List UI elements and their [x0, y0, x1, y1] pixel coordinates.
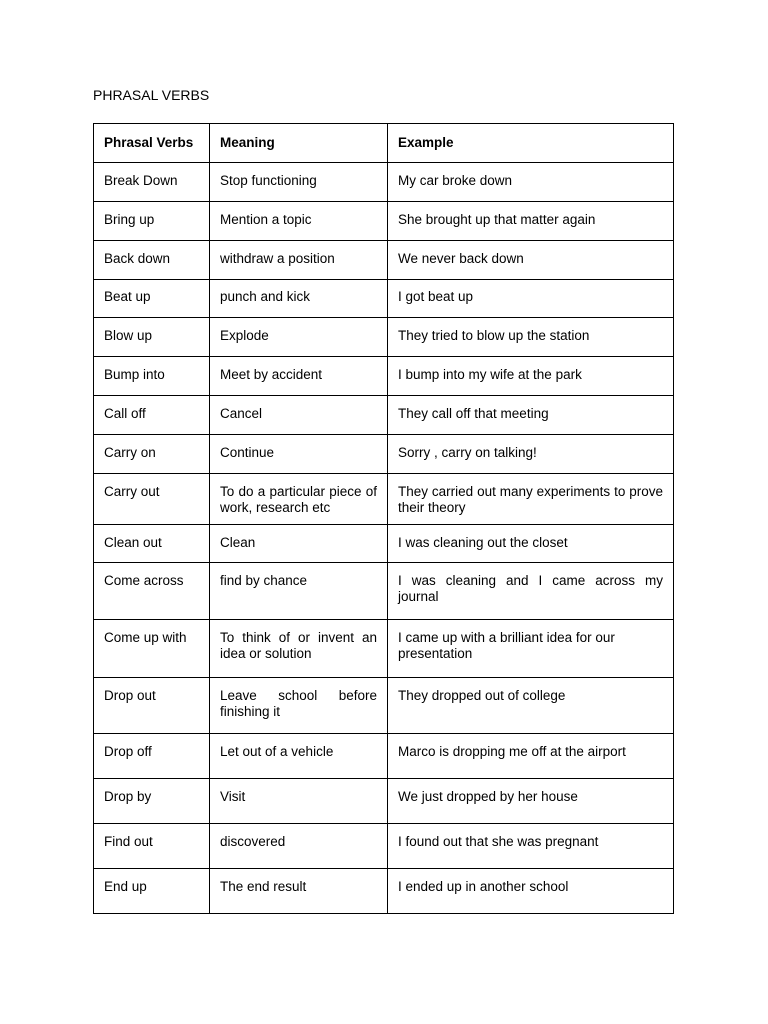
- cell-meaning: discovered: [210, 824, 388, 869]
- cell-meaning: Let out of a vehicle: [210, 734, 388, 779]
- table-row: [94, 474, 674, 525]
- header-meaning: Meaning: [210, 124, 388, 163]
- cell-example: I found out that she was pregnant: [388, 824, 674, 869]
- cell-example: I bump into my wife at the park: [388, 357, 674, 396]
- cell-example: We never back down: [388, 241, 674, 280]
- cell-phrasal-verb: Find out: [94, 824, 210, 869]
- page-title: PHRASAL VERBS: [93, 87, 210, 103]
- cell-meaning: withdraw a position: [210, 241, 388, 280]
- table-row: [94, 869, 674, 914]
- cell-meaning: punch and kick: [210, 280, 388, 318]
- cell-phrasal-verb: Carry on: [94, 435, 210, 474]
- table-row: [94, 163, 674, 202]
- cell-meaning: To think of or invent an idea or solution: [210, 620, 388, 678]
- cell-phrasal-verb: Break Down: [94, 163, 210, 202]
- table-row: [94, 396, 674, 435]
- cell-meaning: find by chance: [210, 563, 388, 620]
- cell-meaning: Cancel: [210, 396, 388, 435]
- cell-phrasal-verb: End up: [94, 869, 210, 914]
- table-header-row: [94, 124, 674, 163]
- table-row: [94, 734, 674, 779]
- cell-meaning: Meet by accident: [210, 357, 388, 396]
- table-row: [94, 525, 674, 563]
- phrasal-verbs-table: [93, 123, 674, 914]
- header-phrasal-verbs: Phrasal Verbs: [94, 124, 210, 163]
- cell-example: I was cleaning and I came across my journal: [388, 563, 674, 620]
- cell-meaning: Continue: [210, 435, 388, 474]
- cell-phrasal-verb: Beat up: [94, 280, 210, 318]
- cell-phrasal-verb: Drop off: [94, 734, 210, 779]
- cell-meaning: Stop functioning: [210, 163, 388, 202]
- header-example: Example: [388, 124, 674, 163]
- cell-example: They call off that meeting: [388, 396, 674, 435]
- cell-phrasal-verb: Back down: [94, 241, 210, 280]
- cell-meaning: Explode: [210, 318, 388, 357]
- cell-example: I came up with a brilliant idea for our presentation: [388, 620, 674, 678]
- table-row: [94, 435, 674, 474]
- cell-example: My car broke down: [388, 163, 674, 202]
- cell-example: They dropped out of college: [388, 678, 674, 734]
- cell-meaning: Visit: [210, 779, 388, 824]
- cell-example: I got beat up: [388, 280, 674, 318]
- cell-phrasal-verb: Bump into: [94, 357, 210, 396]
- cell-phrasal-verb: Come up with: [94, 620, 210, 678]
- cell-meaning: To do a particular piece of work, research etc: [210, 474, 388, 525]
- cell-phrasal-verb: Bring up: [94, 202, 210, 241]
- cell-example: She brought up that matter again: [388, 202, 674, 241]
- cell-example: I was cleaning out the closet: [388, 525, 674, 563]
- cell-phrasal-verb: Carry out: [94, 474, 210, 525]
- cell-example: They carried out many experiments to prove their theory: [388, 474, 674, 525]
- table-row: [94, 678, 674, 734]
- cell-meaning: The end result: [210, 869, 388, 914]
- cell-meaning: Clean: [210, 525, 388, 563]
- cell-example: Sorry , carry on talking!: [388, 435, 674, 474]
- cell-meaning: Mention a topic: [210, 202, 388, 241]
- cell-meaning: Leave school before finishing it: [210, 678, 388, 734]
- cell-example: Marco is dropping me off at the airport: [388, 734, 674, 779]
- table-row: [94, 318, 674, 357]
- table-row: [94, 241, 674, 280]
- table-row: [94, 357, 674, 396]
- cell-phrasal-verb: Drop out: [94, 678, 210, 734]
- table-row: [94, 824, 674, 869]
- cell-example: We just dropped by her house: [388, 779, 674, 824]
- table-row: [94, 202, 674, 241]
- cell-phrasal-verb: Clean out: [94, 525, 210, 563]
- cell-example: They tried to blow up the station: [388, 318, 674, 357]
- cell-phrasal-verb: Call off: [94, 396, 210, 435]
- table-row: [94, 563, 674, 620]
- table-body: [94, 163, 674, 914]
- cell-phrasal-verb: Come across: [94, 563, 210, 620]
- table-row: [94, 779, 674, 824]
- cell-phrasal-verb: Blow up: [94, 318, 210, 357]
- table-row: [94, 620, 674, 678]
- cell-phrasal-verb: Drop by: [94, 779, 210, 824]
- table-row: [94, 280, 674, 318]
- cell-example: I ended up in another school: [388, 869, 674, 914]
